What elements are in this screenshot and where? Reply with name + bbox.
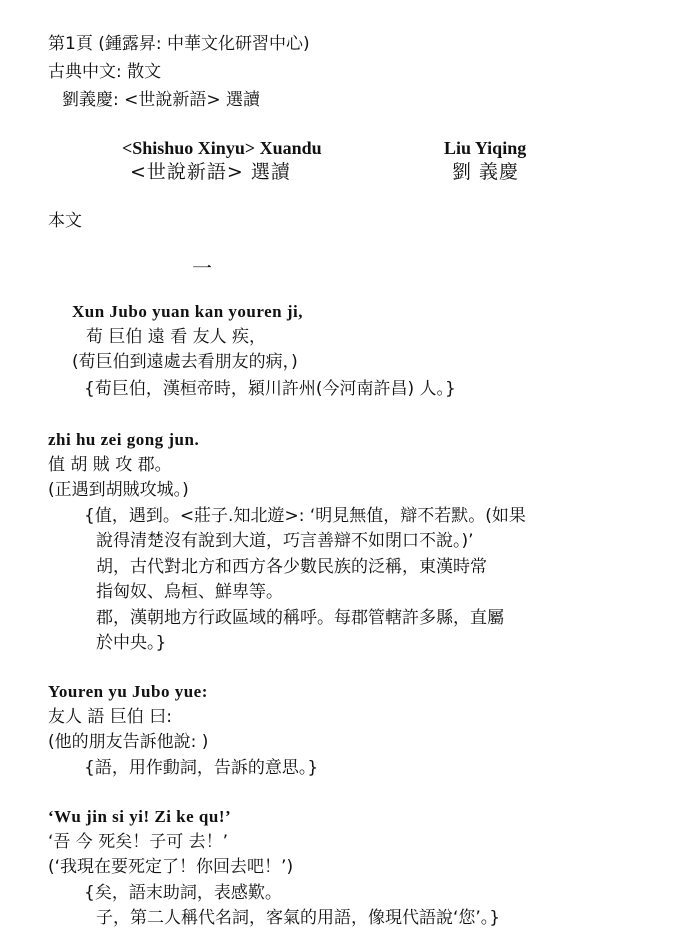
passage-1-translation: (荀巨伯到遠處去看朋友的病，) <box>72 352 298 372</box>
passage-1-pinyin: Xun Jubo yuan kan youren ji, <box>72 302 303 321</box>
passage-2-chinese: 值 胡 賊 攻 郡。 <box>48 455 172 475</box>
passage-2-note-line: 胡，古代對北方和西方各少數民族的泛稱，東漢時常 <box>96 557 487 577</box>
passage-1-chinese: 荀 巨伯 遠 看 友人 疾， <box>86 327 267 347</box>
section-label: 本文 <box>48 211 82 231</box>
passage-3-chinese: 友人 語 巨伯 曰: <box>48 707 172 727</box>
page-header-title: 劉義慶: <世說新語> 選讀 <box>62 90 261 110</box>
passage-1-note: {荀巨伯，漢桓帝時，潁川許州(今河南許昌) 人。} <box>84 379 456 399</box>
author-name-pinyin: Liu Yiqing <box>444 138 527 158</box>
work-title-chinese: <世說新語> 選讀 <box>130 161 291 183</box>
passage-3-note: {語，用作動詞，告訴的意思。} <box>84 758 319 778</box>
passage-3-pinyin: Youren yu Jubo yue: <box>48 682 208 701</box>
passage-2-note-line: 指匈奴、烏桓、鮮卑等。 <box>96 582 283 602</box>
page-header-genre: 古典中文: 散文 <box>48 62 162 82</box>
passage-2-note-line: 於中央。} <box>96 633 167 653</box>
passage-2-note-line: 說得清楚沒有說到大道，巧言善辯不如閉口不說。)’ <box>96 531 474 551</box>
passage-4-pinyin: ‘Wu jin si yi! Zi ke qu!’ <box>48 807 232 826</box>
passage-3-translation: (他的朋友告訴他說: ) <box>48 732 209 752</box>
author-name-chinese: 劉 義慶 <box>452 161 520 183</box>
passage-2-translation: (正遇到胡賊攻城。) <box>48 480 189 500</box>
passage-2-note-line: 郡，漢朝地方行政區域的稱呼。每郡管轄許多縣，直屬 <box>96 608 504 628</box>
section-number: 一 <box>192 256 212 280</box>
work-title-pinyin: <Shishuo Xinyu> Xuandu <box>122 138 322 158</box>
passage-4-translation: (‘我現在要死定了！你回去吧！’) <box>48 857 294 877</box>
passage-4-chinese: ‘吾 今 死矣！子可 去！’ <box>48 832 229 852</box>
passage-2-pinyin: zhi hu zei gong jun. <box>48 430 200 449</box>
passage-4-note-line: 子，第二人稱代名詞，客氣的用語，像現代語說‘您’。} <box>96 908 501 928</box>
passage-2-note-line: {值，遇到。<莊子.知北遊>: ‘明見無值，辯不若默。(如果 <box>84 506 526 526</box>
passage-4-note-line: {矣，語末助詞，表感歎。 <box>84 883 282 903</box>
page-header-source: 第1頁 (鍾露昇: 中華文化研習中心) <box>48 34 310 54</box>
